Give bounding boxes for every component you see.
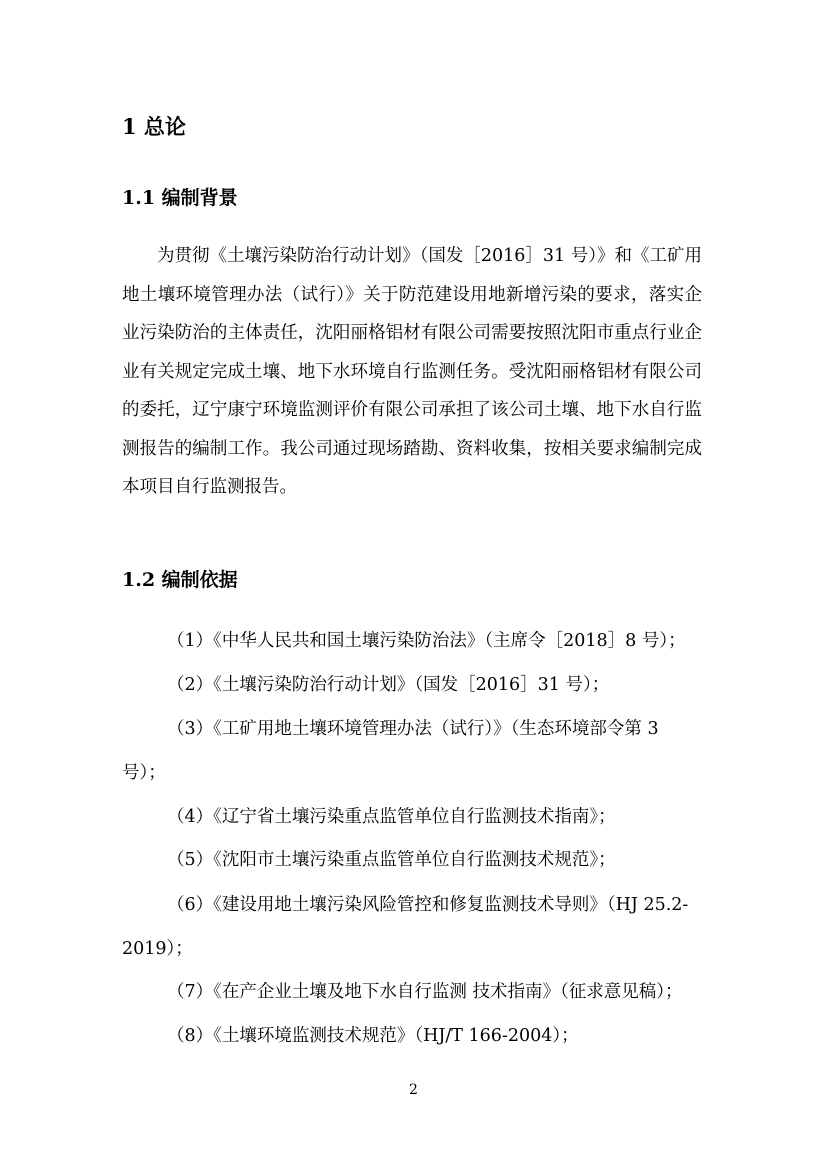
section-heading-1-1: 1.1 编制背景 xyxy=(122,187,238,209)
basis-item-8: （8）《土壤环境监测技术规范》（HJ/T 166-2004）； xyxy=(167,1026,579,1046)
background-paragraph: 为贯彻《土壤污染防治行动计划》（国发［2016］31 号）》和《工矿用地土壤环境管理办法（试行）》关于防范建设用地新增污染的要求，落实企业污染防治的主体责任，沈阳丽格铝材有限公司需要按照沈阳市重点行业企业有关规定完成土壤、地下水环境自行监测任务。受沈阳丽格铝材有限公司的委托，辽宁康宁环境监测评价有限公司承担了该公司土壤、地下水自行监测报告的编制工作。我公司通过现场踏勘、资料收集，按相关要求编制完成本项目自行监测报告。 xyxy=(122,246,702,497)
basis-item-5: （5）《沈阳市土壤污染重点监管单位自行监测技术规范》； xyxy=(167,850,616,870)
basis-item-2: （2）《土壤污染防治行动计划》（国发［2016］31 号）； xyxy=(167,675,610,695)
basis-item-7: （7）《在产企业土壤及地下水自行监测 技术指南》（征求意见稿）； xyxy=(167,982,683,1002)
section-heading-1-2: 1.2 编制依据 xyxy=(122,569,238,591)
basis-item-1: （1）《中华人民共和国土壤污染防治法》（主席令［2018］8 号）； xyxy=(167,631,686,651)
basis-item-4: （4）《辽宁省土壤污染重点监管单位自行监测技术指南》； xyxy=(167,807,616,827)
section-heading-1: 1 总论 xyxy=(122,114,186,139)
basis-item-6: （6）《建设用地土壤污染风险管控和修复监测技术导则》（HJ 25.2-2019）； xyxy=(122,895,689,959)
page-number: 2 xyxy=(409,1082,418,1098)
basis-item-3: （3）《工矿用地土壤环境管理办法（试行）》（生态环境部令第 3 号）； xyxy=(122,719,659,783)
